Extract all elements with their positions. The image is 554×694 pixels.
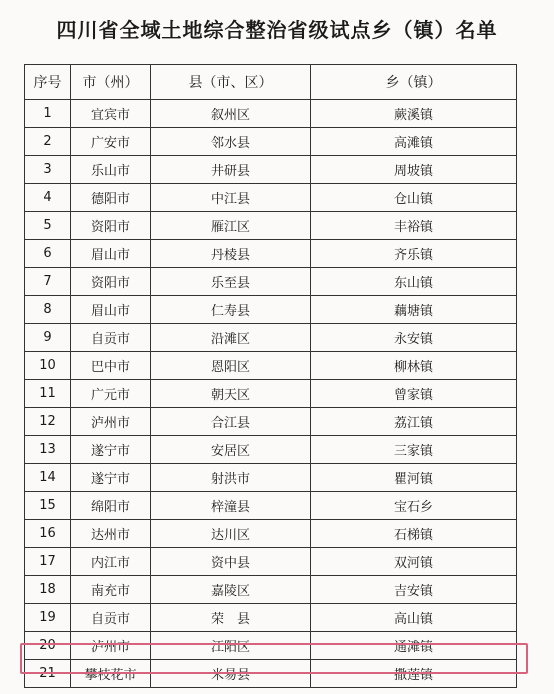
- table-row: [25, 296, 517, 324]
- cell-city: 巴中市: [71, 352, 151, 380]
- table-row: [25, 268, 517, 296]
- cell-index: 15: [25, 492, 71, 520]
- cell-county: 中江县: [151, 184, 311, 212]
- cell-county: 嘉陵区: [151, 576, 311, 604]
- cell-city: 绵阳市: [71, 492, 151, 520]
- cell-city: 泸州市: [71, 632, 151, 660]
- cell-county: 达川区: [151, 520, 311, 548]
- cell-county: 合江县: [151, 408, 311, 436]
- pilot-towns-table: [24, 64, 517, 688]
- cell-city: 遂宁市: [71, 436, 151, 464]
- cell-town: 三家镇: [311, 436, 517, 464]
- cell-city: 广元市: [71, 380, 151, 408]
- table-row: [25, 128, 517, 156]
- cell-city: 乐山市: [71, 156, 151, 184]
- cell-town: 宝石乡: [311, 492, 517, 520]
- table-row: [25, 632, 517, 660]
- cell-town: 高滩镇: [311, 128, 517, 156]
- cell-town: 丰裕镇: [311, 212, 517, 240]
- cell-index: 7: [25, 268, 71, 296]
- cell-index: 10: [25, 352, 71, 380]
- cell-city: 遂宁市: [71, 464, 151, 492]
- cell-town: 高山镇: [311, 604, 517, 632]
- cell-county: 沿滩区: [151, 324, 311, 352]
- cell-town: 柳林镇: [311, 352, 517, 380]
- cell-index: 9: [25, 324, 71, 352]
- cell-county: 丹棱县: [151, 240, 311, 268]
- cell-index: 5: [25, 212, 71, 240]
- cell-town: 撒莲镇: [311, 660, 517, 688]
- cell-county: 资中县: [151, 548, 311, 576]
- cell-index: 8: [25, 296, 71, 324]
- table-row: [25, 464, 517, 492]
- cell-city: 攀枝花市: [71, 660, 151, 688]
- cell-county: 朝天区: [151, 380, 311, 408]
- table-row: [25, 604, 517, 632]
- cell-town: 曾家镇: [311, 380, 517, 408]
- cell-county: 射洪市: [151, 464, 311, 492]
- cell-index: 6: [25, 240, 71, 268]
- cell-city: 泸州市: [71, 408, 151, 436]
- cell-town: 东山镇: [311, 268, 517, 296]
- cell-county: 恩阳区: [151, 352, 311, 380]
- cell-county: 雁江区: [151, 212, 311, 240]
- cell-index: 14: [25, 464, 71, 492]
- cell-index: 1: [25, 100, 71, 128]
- table-row: [25, 324, 517, 352]
- table-row: [25, 436, 517, 464]
- cell-town: 通滩镇: [311, 632, 517, 660]
- header-town: 乡（镇）: [311, 65, 517, 100]
- cell-county: 叙州区: [151, 100, 311, 128]
- cell-city: 宜宾市: [71, 100, 151, 128]
- cell-index: 2: [25, 128, 71, 156]
- cell-town: 仓山镇: [311, 184, 517, 212]
- table-row: [25, 184, 517, 212]
- header-city: 市（州）: [71, 65, 151, 100]
- cell-city: 资阳市: [71, 268, 151, 296]
- cell-index: 16: [25, 520, 71, 548]
- table-row: [25, 212, 517, 240]
- cell-county: 邻水县: [151, 128, 311, 156]
- cell-county: 江阳区: [151, 632, 311, 660]
- table-header-row: [25, 65, 517, 100]
- table-row: [25, 520, 517, 548]
- cell-county: 乐至县: [151, 268, 311, 296]
- cell-index: 13: [25, 436, 71, 464]
- cell-index: 20: [25, 632, 71, 660]
- header-county: 县（市、区）: [151, 65, 311, 100]
- cell-city: 南充市: [71, 576, 151, 604]
- cell-city: 自贡市: [71, 324, 151, 352]
- cell-city: 资阳市: [71, 212, 151, 240]
- cell-town: 荔江镇: [311, 408, 517, 436]
- table-row: [25, 548, 517, 576]
- cell-town: 石梯镇: [311, 520, 517, 548]
- cell-city: 广安市: [71, 128, 151, 156]
- cell-town: 齐乐镇: [311, 240, 517, 268]
- cell-town: 藕塘镇: [311, 296, 517, 324]
- table-row: [25, 576, 517, 604]
- cell-index: 11: [25, 380, 71, 408]
- cell-index: 4: [25, 184, 71, 212]
- cell-city: 内江市: [71, 548, 151, 576]
- cell-town: 吉安镇: [311, 576, 517, 604]
- cell-city: 自贡市: [71, 604, 151, 632]
- cell-index: 12: [25, 408, 71, 436]
- cell-city: 德阳市: [71, 184, 151, 212]
- cell-town: 蕨溪镇: [311, 100, 517, 128]
- table-row: [25, 380, 517, 408]
- cell-city: 眉山市: [71, 240, 151, 268]
- document-title: 四川省全域土地综合整治省级试点乡（镇）名单: [56, 18, 498, 42]
- cell-index: 18: [25, 576, 71, 604]
- cell-city: 达州市: [71, 520, 151, 548]
- header-index: 序号: [25, 65, 71, 100]
- cell-town: 永安镇: [311, 324, 517, 352]
- table-row: [25, 408, 517, 436]
- cell-county: 梓潼县: [151, 492, 311, 520]
- cell-county: 米易县: [151, 660, 311, 688]
- cell-town: 瞿河镇: [311, 464, 517, 492]
- cell-index: 17: [25, 548, 71, 576]
- table-row: [25, 352, 517, 380]
- cell-town: 周坡镇: [311, 156, 517, 184]
- table-row: [25, 660, 517, 688]
- cell-county: 仁寿县: [151, 296, 311, 324]
- cell-county: 荣 县: [151, 604, 311, 632]
- table-row: [25, 492, 517, 520]
- table-row: [25, 100, 517, 128]
- table-row: [25, 156, 517, 184]
- cell-city: 眉山市: [71, 296, 151, 324]
- table-row: [25, 240, 517, 268]
- cell-county: 井研县: [151, 156, 311, 184]
- cell-index: 21: [25, 660, 71, 688]
- cell-town: 双河镇: [311, 548, 517, 576]
- cell-county: 安居区: [151, 436, 311, 464]
- cell-index: 19: [25, 604, 71, 632]
- cell-index: 3: [25, 156, 71, 184]
